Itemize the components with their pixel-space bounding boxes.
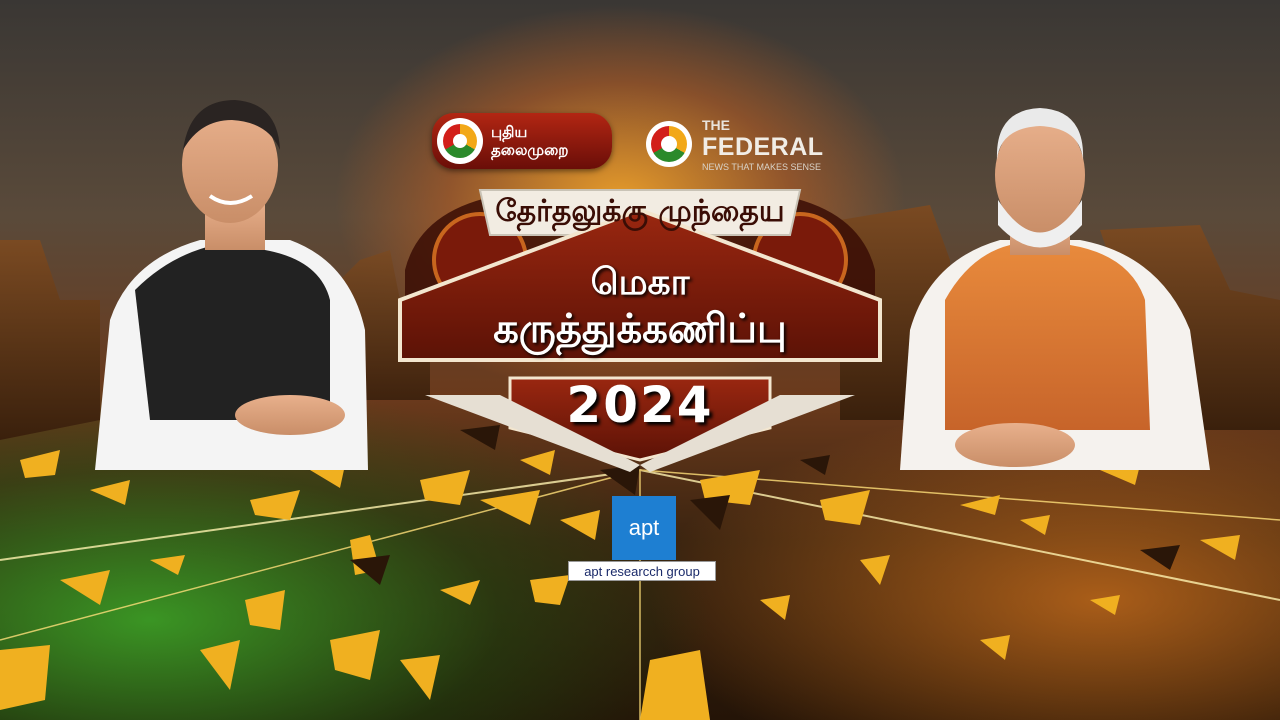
person-left [95, 100, 368, 470]
pt-logo-line2: தலைமுறை [491, 141, 569, 159]
apt-label: apt researcch group [568, 561, 716, 581]
the-federal-logo [646, 117, 836, 177]
federal-name: FEDERAL [702, 133, 824, 161]
the-federal-logo-icon [646, 121, 692, 167]
federal-tagline: NEWS THAT MAKES SENSE [702, 162, 822, 172]
title-line2: கருத்துக்கணிப்பு [493, 306, 787, 352]
person-right [900, 108, 1210, 470]
gold-shards [0, 445, 1240, 720]
title-line1: மெகா [590, 262, 690, 303]
federal-the: THE [702, 117, 730, 133]
pt-logo-line1: புதிய [491, 123, 528, 141]
puthiya-thalaimurai-logo [432, 113, 612, 169]
title-top: தேர்தலுக்கு முந்தைய [495, 194, 785, 229]
puthiya-thalaimurai-logo-icon [437, 118, 483, 164]
apt-logo: apt [612, 496, 676, 560]
title-year: 2024 [566, 376, 714, 434]
